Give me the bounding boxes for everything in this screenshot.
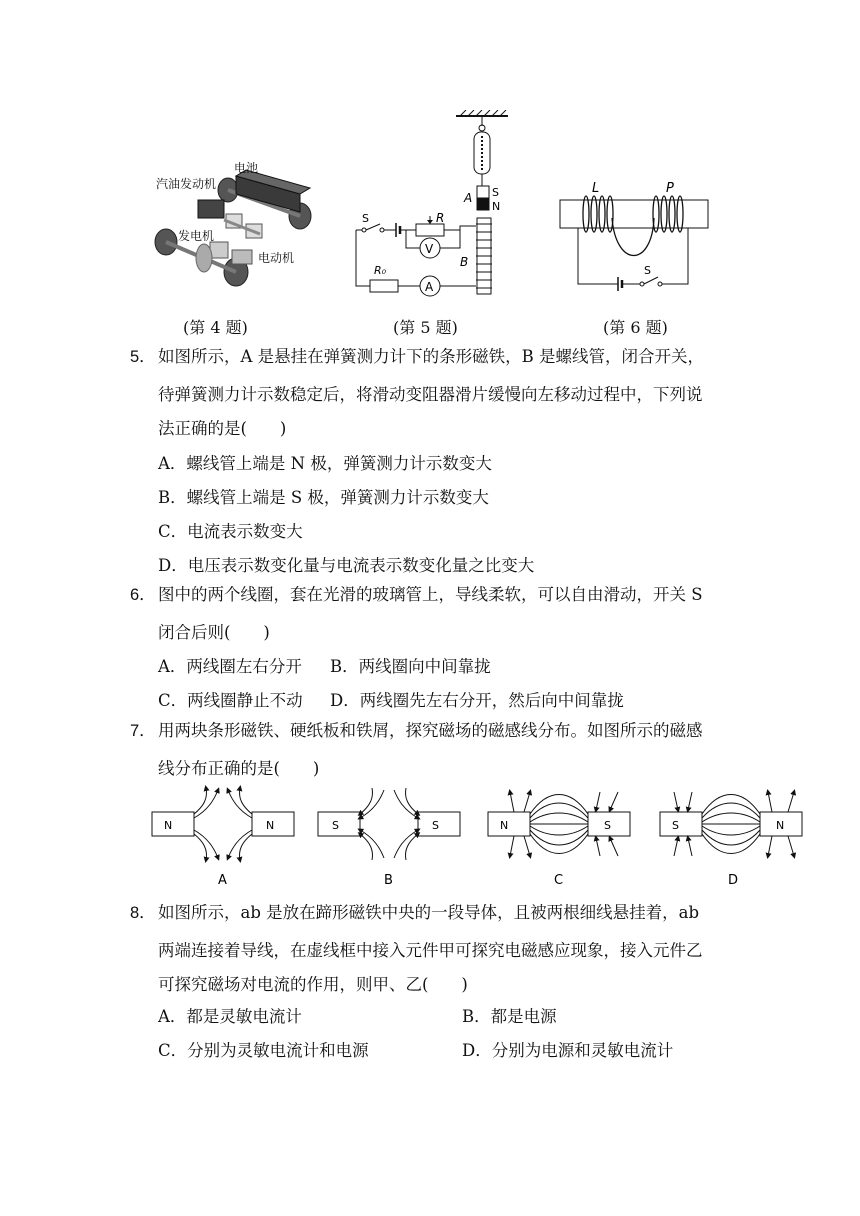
magnet-pole: S (604, 819, 611, 832)
option-b[interactable]: B．螺线管上端是 S 极，弹簧测力计示数变大 (158, 488, 489, 507)
fig5-label-ammeter: A (425, 280, 434, 294)
option-a[interactable]: A．都是灵敏电流计 (158, 1007, 302, 1026)
fig5-label-magnet-n: N (492, 200, 501, 213)
option-d[interactable]: D．电压表示数变化量与电流表示数变化量之比变大 (158, 556, 535, 575)
option-d[interactable]: D．分别为电源和灵敏电流计 (462, 1041, 674, 1060)
question-number: 7． (130, 722, 156, 740)
option-d[interactable]: D．两线圈先左右分开，然后向中间靠拢 (330, 691, 624, 710)
fig5-label-magnet-s: S (492, 186, 499, 199)
magnet-pole: N (164, 819, 173, 832)
question-number: 8． (130, 904, 156, 922)
option-b[interactable]: B．都是电源 (462, 1007, 557, 1026)
figure-5-circuit (340, 110, 520, 305)
option-c[interactable]: C．分别为灵敏电流计和电源 (158, 1041, 369, 1060)
fig4-label-generator: 发电机 (178, 229, 215, 243)
panel-label: A (218, 873, 227, 888)
question-text: 如图所示，A 是悬挂在弹簧测力计下的条形磁铁，B 是螺线管，闭合开关， (158, 347, 705, 366)
question-5 (130, 347, 704, 367)
option-a[interactable]: A．两线圈左右分开 (158, 657, 302, 676)
panel-d[interactable] (660, 792, 802, 888)
question-text: 图中的两个线圈，套在光滑的玻璃管上，导线柔软，可以自由滑动，开关 S (158, 585, 703, 604)
fig5-label-magnet-a: A (464, 191, 473, 205)
figure-6-two-coils (556, 178, 712, 296)
panel-label: C (554, 873, 564, 888)
option-c[interactable]: C．电流表示数变大 (158, 522, 303, 541)
panel-c[interactable] (488, 792, 630, 888)
option-b[interactable]: B．两线圈向中间靠拢 (330, 657, 491, 676)
question-text: 法正确的是( ) (158, 419, 287, 438)
magnet-pole: S (672, 819, 679, 832)
question-text: 如图所示，ab 是放在蹄形磁铁中央的一段导体，且被两根细线悬挂着，ab (158, 903, 700, 922)
question-6 (130, 585, 703, 605)
question-text: 待弹簧测力计示数稳定后，将滑动变阻器滑片缓慢向左移动过程中，下列说 (158, 385, 703, 404)
fig6-label-switch: S (644, 264, 651, 277)
fig5-label-rheostat: R (436, 211, 445, 225)
magnet-pole: S (432, 819, 439, 832)
fig5-label-voltmeter: V (425, 242, 434, 256)
figure-6-caption: (第 6 题) (603, 318, 668, 337)
panel-a[interactable] (152, 788, 294, 888)
fig5-label-switch: S (362, 212, 369, 225)
magnet-pole: S (332, 819, 339, 832)
question-text: 线分布正确的是( ) (158, 759, 320, 778)
figure-5-caption: (第 5 题) (393, 318, 458, 337)
fig5-label-coil-b: B (460, 255, 469, 269)
fig4-label-engine: 汽油发动机 (156, 177, 217, 191)
panel-label: D (728, 873, 739, 888)
question-text: 用两块条形磁铁、硬纸板和铁屑，探究磁场的磁感线分布。如图所示的磁感 (158, 721, 703, 740)
figure-4-caption: (第 4 题) (183, 318, 248, 337)
magnet-pole: N (500, 819, 509, 832)
fig6-label-p: P (666, 181, 674, 196)
question-7 (130, 721, 703, 741)
figure-7-field-lines (148, 784, 804, 890)
panel-label: B (384, 873, 393, 888)
fig6-label-l: L (592, 181, 600, 196)
fig4-label-battery: 电池 (234, 161, 259, 175)
option-a[interactable]: A．螺线管上端是 N 极，弹簧测力计示数变大 (158, 454, 492, 473)
option-c[interactable]: C．两线圈静止不动 (158, 691, 303, 710)
magnet-pole: N (776, 819, 785, 832)
question-text: 闭合后则( ) (158, 623, 270, 642)
figure-4-hybrid-drivetrain (150, 158, 320, 298)
question-8 (130, 903, 699, 923)
question-number: 6． (130, 586, 156, 604)
magnet-pole: N (266, 819, 275, 832)
fig5-label-r0: R₀ (374, 264, 387, 277)
question-text: 可探究磁场对电流的作用，则甲、乙( ) (158, 975, 468, 994)
question-text: 两端连接着导线，在虚线框中接入元件甲可探究电磁感应现象，接入元件乙 (158, 941, 703, 960)
panel-b[interactable] (318, 788, 460, 888)
fig4-label-motor: 电动机 (258, 251, 295, 265)
question-number: 5． (130, 348, 156, 366)
